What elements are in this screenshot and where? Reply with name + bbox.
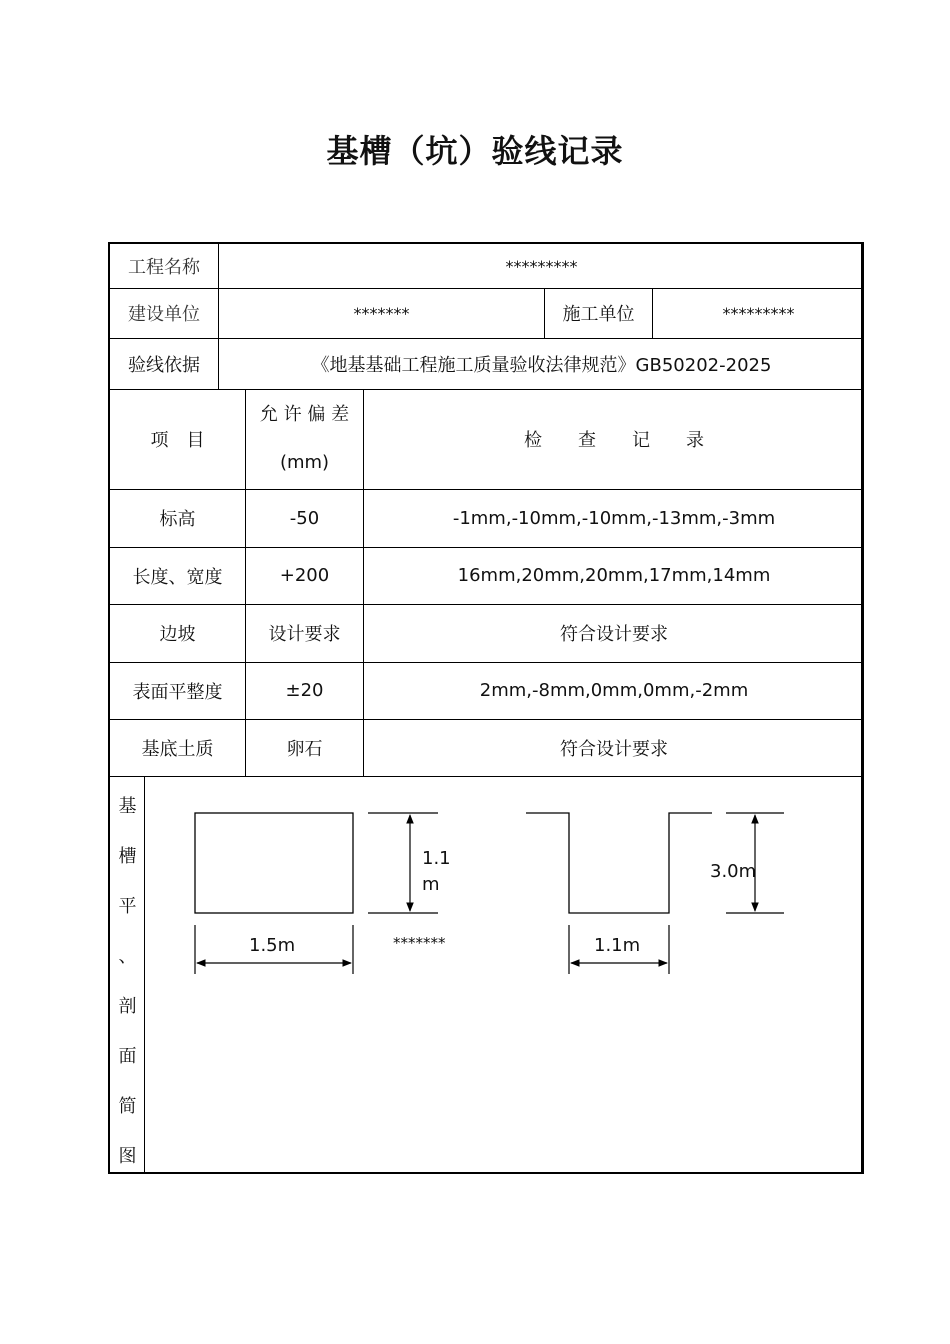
row-item: 表面平整度	[132, 681, 223, 703]
row-record: 符合设计要求	[560, 738, 668, 760]
builder-label: 建设单位	[128, 304, 200, 325]
contractor-value: *********	[722, 303, 795, 323]
section-width-label: 1.1m	[594, 935, 641, 956]
row-tolerance: -50	[289, 507, 320, 529]
row-record: 16mm,20mm,20mm,17mm,14mm	[457, 565, 771, 586]
project-name-value: *********	[505, 256, 578, 276]
builder-value: *******	[353, 303, 410, 323]
row-record: 符合设计要求	[560, 624, 668, 645]
inspection-table	[108, 242, 864, 1174]
header-tolerance-line2: (mm)	[279, 452, 330, 473]
header-item: 项 目	[150, 430, 205, 451]
sketch-label-char: 、	[118, 946, 137, 967]
row-tolerance: ±20	[285, 680, 324, 701]
plan-height-label: 1.1	[422, 848, 451, 869]
row-record: -1mm,-10mm,-10mm,-13mm,-3mm	[452, 507, 776, 529]
sketch-label-char: 面	[118, 1046, 137, 1067]
row-item: 标高	[159, 509, 196, 530]
plan-height-label-unit: m	[422, 874, 440, 895]
plan-note: *******	[393, 934, 446, 952]
header-tolerance	[246, 389, 363, 489]
plan-width-label: 1.5m	[249, 935, 296, 956]
row-item: 边坡	[159, 624, 196, 645]
sketch-label-char: 基	[118, 796, 137, 817]
header-record: 检 查 记 录	[524, 430, 704, 451]
row-item: 基底土质	[141, 738, 214, 760]
row-tolerance: +200	[279, 565, 330, 586]
sketch-label-char: 剖	[118, 996, 137, 1017]
basis-label: 验线依据	[128, 354, 200, 376]
row-item: 长度、宽度	[132, 566, 223, 588]
page-title: 基槽（坑）验线记录	[326, 132, 624, 170]
sketch-label-char: 槽	[118, 846, 137, 867]
sketch-label-char: 简	[118, 1096, 137, 1117]
header-tolerance-line1: 允 许 偏 差	[259, 404, 350, 425]
row-tolerance: 卵石	[286, 738, 323, 760]
project-name-label: 工程名称	[128, 257, 200, 278]
basis-value: 《地基基础工程施工质量验收法律规范》GB50202-2025	[311, 354, 772, 376]
sketch-label-char: 图	[118, 1146, 137, 1167]
row-divider	[110, 776, 864, 777]
section-depth-label: 3.0m	[710, 861, 757, 882]
row-record: 2mm,-8mm,0mm,0mm,-2mm	[479, 680, 749, 701]
contractor-label: 施工单位	[562, 304, 635, 325]
sketch-label-char: 平	[118, 896, 137, 917]
row-tolerance: 设计要求	[268, 624, 341, 645]
